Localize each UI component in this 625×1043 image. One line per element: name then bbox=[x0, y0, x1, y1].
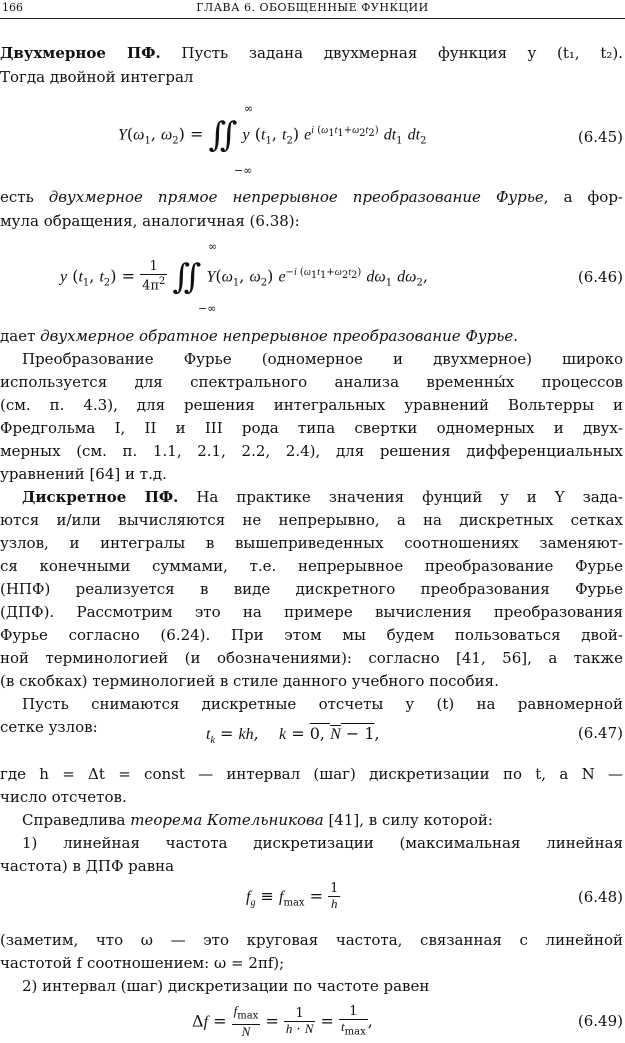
text-line: ся конечными суммами, т.е. непрерывное преобразование Фурье bbox=[0, 557, 623, 575]
section-heading-2d: Двухмерное ПФ. bbox=[0, 44, 161, 62]
text-line: мерных (см. п. 1.1, 2.1, 2.2, 2.4), для решения дифференциальных bbox=[0, 442, 623, 460]
term-kotelnikov-theorem: теорема Котельникова bbox=[130, 811, 324, 829]
text-line: сетке узлов: bbox=[0, 718, 98, 736]
equation-6-48: $f_g \equiv f_{max}$ = $\frac{1}{h}$ (6.48) bbox=[246, 881, 623, 911]
equation-number: (6.45) bbox=[577, 128, 623, 146]
equation-number: (6.49) bbox=[577, 1012, 623, 1030]
equation-6-45: $Y(\omega_1$, $\omega_2$) = ∬ y ($t_1$, $t_2$) $e^{i (\omega_1t_1+\omega_2t_2)}$ $dt_1$ $dt_2$ ∞ −∞ (6.45) bbox=[118, 102, 623, 177]
equation-6-49: Δf = $\frac{f_{max}}{N}$ = $\frac{1}{h \cdot N}$ = $\frac{1}{t_{max}}$ , (6.49) bbox=[192, 1003, 623, 1039]
text-line: (см. п. 4.3), для решения интегральных уравнений Вольтерры и bbox=[0, 396, 623, 414]
text-line: (заметим, что ω — это круговая частота, связанная с линейной bbox=[0, 931, 623, 949]
text-line: частотой f соотношением: ω = 2πf); bbox=[0, 954, 285, 972]
equation-number: (6.48) bbox=[577, 888, 623, 906]
term-2d-inverse-ft: двухмерное обратное непрерывное преобразование Фурье. bbox=[40, 327, 519, 345]
text-line: мула обращения, аналогичная (6.38): bbox=[0, 212, 300, 230]
text-line: (ДПФ). Рассмотрим это на примере вычисления преобразования bbox=[0, 603, 623, 621]
equation-number: (6.46) bbox=[577, 268, 623, 286]
text-line: Двухмерное ПФ. Пусть задана двухмерная функция y (t₁, t₂). bbox=[0, 44, 623, 62]
text-line: число отсчетов. bbox=[0, 788, 127, 806]
equation-6-47: $t_k$ = kh, k = 0, N − 1, (6.47) bbox=[206, 724, 623, 747]
equation-6-46: y ($t_1$, $t_2$) = $\frac{1}{4\pi^2}$ ∬ $Y(\omega_1$, $\omega_2$) $e^{-i (\omega_1t_1+\omega_2t_2)}$ $d\omega_1$ $d\omega_2$, ∞ −∞ (6.46) bbox=[60, 240, 623, 315]
text-line: Фредгольма I, II и III рода типа свертки одномерных и двух- bbox=[0, 419, 623, 437]
text-line: (в скобках) терминологией в стиле данного учебного пособия. bbox=[0, 672, 499, 690]
text-line: Фурье согласно (6.24). При этом мы будем пользоваться двой- bbox=[0, 626, 623, 644]
page-number: 166 bbox=[2, 1, 23, 14]
text-line: 2) интервал (шаг) дискретизации по частоте равен bbox=[22, 977, 430, 995]
section-heading-discrete: Дискретное ПФ. bbox=[22, 488, 179, 506]
text-line: где h = Δt = const — интервал (шаг) дискретизации по t, а N — bbox=[0, 765, 623, 783]
running-title: ГЛАВА 6. ОБОБЩЕННЫЕ ФУНКЦИИ bbox=[196, 1, 429, 14]
running-header bbox=[0, 0, 625, 19]
text-line: ной терминологией (и обозначениями): согласно [41, 56], а также bbox=[0, 649, 623, 667]
text-line: (НПФ) реализуется в виде дискретного преобразования Фурье bbox=[0, 580, 623, 598]
text-line: Преобразование Фурье (одномерное и двухмерное) широко bbox=[22, 350, 623, 368]
text-line: Дискретное ПФ. На практике значения фунций y и Y зада- bbox=[22, 488, 623, 506]
text-line: есть двухмерное прямое непрерывное преобразование Фурье, а фор- bbox=[0, 188, 623, 206]
text-line: Пусть снимаются дискретные отсчеты y (t) на равномерной bbox=[22, 695, 623, 713]
text-line: используется для спектрального анализа временны́х процессов bbox=[0, 373, 623, 391]
text-line: 1) линейная частота дискретизации (максимальная линейная bbox=[22, 834, 623, 852]
term-2d-forward-ft: двухмерное прямое непрерывное преобразование Фурье bbox=[48, 188, 544, 206]
text-line: уравнений [64] и т.д. bbox=[0, 465, 167, 483]
text-line: узлов, и интегралы в вышеприведенных соотношениях заменяют- bbox=[0, 534, 623, 552]
text-line: ются и/или вычисляются не непрерывно, а на дискретных сетках bbox=[0, 511, 623, 529]
text-line: дает двухмерное обратное непрерывное преобразование Фурье. bbox=[0, 327, 519, 345]
text-line: Справедлива теорема Котельникова [41], в силу которой: bbox=[22, 811, 493, 829]
text-line: Тогда двойной интеграл bbox=[0, 68, 194, 86]
text-line: частота) в ДПФ равна bbox=[0, 857, 175, 875]
equation-number: (6.47) bbox=[577, 724, 623, 742]
